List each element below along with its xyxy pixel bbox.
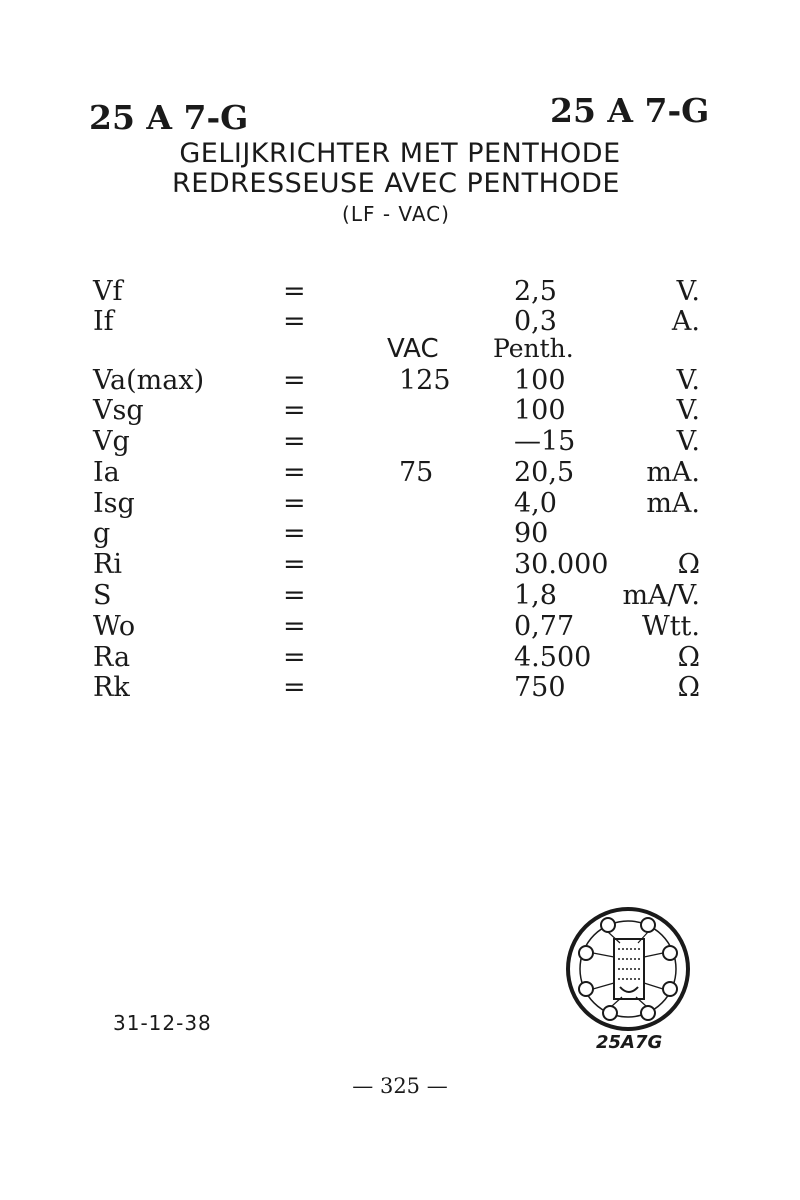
spec-symbol: Vf: [93, 276, 123, 307]
spec-value-penth: 1,8: [514, 580, 557, 611]
subtitle-code: (LF - VAC): [342, 202, 450, 226]
spec-equals-sign: =: [283, 580, 306, 611]
spec-symbol: Va(max): [93, 365, 205, 396]
spec-equals-sign: =: [283, 549, 306, 580]
spec-value-penth: —15: [514, 426, 576, 457]
spec-unit: Ω: [677, 549, 700, 580]
tube-base-pinout-diagram: [560, 905, 700, 1035]
spec-value-penth: 750: [514, 672, 566, 703]
spec-unit: V.: [676, 365, 700, 396]
spec-unit: Wtt.: [641, 611, 700, 642]
spec-equals-sign: =: [283, 365, 306, 396]
spec-equals-sign: =: [283, 426, 306, 457]
spec-value-penth: 90: [514, 518, 549, 549]
spec-value-penth: 20,5: [514, 457, 575, 488]
spec-value-penth: 0,77: [514, 611, 575, 642]
spec-unit: A.: [671, 306, 700, 337]
spec-symbol: Isg: [93, 488, 135, 519]
spec-symbol: g: [93, 518, 111, 549]
base-diagram-label: 25A7G: [596, 1032, 663, 1053]
spec-symbol: Ra: [93, 642, 131, 673]
spec-value-vac: 75: [399, 457, 434, 488]
spec-unit: mA/V.: [622, 580, 700, 611]
spec-unit: V.: [676, 426, 700, 457]
subtitle-french: REDRESSEUSE AVEC PENTHODE: [172, 168, 620, 199]
spec-symbol: Wo: [93, 611, 136, 642]
spec-equals-sign: =: [283, 611, 306, 642]
spec-symbol: Rk: [93, 672, 130, 703]
spec-value-penth: 4.500: [514, 642, 592, 673]
spec-value-penth: 0,3: [514, 306, 557, 337]
spec-symbol: Ia: [93, 457, 120, 488]
tube-type-title-right: 25 A 7-G: [550, 91, 710, 130]
column-header-penth: Penth.: [493, 334, 574, 363]
spec-unit: V.: [676, 395, 700, 426]
spec-equals-sign: =: [283, 306, 306, 337]
spec-value-penth: 2,5: [514, 276, 557, 307]
spec-symbol: Ri: [93, 549, 122, 580]
spec-equals-sign: =: [283, 457, 306, 488]
spec-value-penth: 30.000: [514, 549, 609, 580]
subtitle-dutch: GELIJKRICHTER MET PENTHODE: [179, 138, 621, 169]
spec-unit: Ω: [677, 672, 700, 703]
spec-unit: mA.: [646, 488, 700, 519]
spec-equals-sign: =: [283, 488, 306, 519]
spec-unit: Ω: [677, 642, 700, 673]
page-number: — 325 —: [352, 1074, 448, 1098]
spec-symbol: S: [93, 580, 112, 611]
spec-symbol: Vg: [93, 426, 130, 457]
spec-value-penth: 100: [514, 365, 566, 396]
spec-equals-sign: =: [283, 642, 306, 673]
spec-equals-sign: =: [283, 672, 306, 703]
spec-unit: V.: [676, 276, 700, 307]
spec-symbol: If: [93, 306, 114, 337]
spec-symbol: Vsg: [93, 395, 144, 426]
spec-equals-sign: =: [283, 395, 306, 426]
spec-value-penth: 4,0: [514, 488, 557, 519]
spec-unit: mA.: [646, 457, 700, 488]
spec-value-penth: 100: [514, 395, 566, 426]
spec-value-vac: 125: [399, 365, 451, 396]
spec-equals-sign: =: [283, 518, 306, 549]
issue-date: 31-12-38: [113, 1011, 212, 1035]
spec-equals-sign: =: [283, 276, 306, 307]
tube-type-title-left: 25 A 7-G: [89, 98, 249, 137]
column-header-vac: VAC: [387, 334, 439, 364]
